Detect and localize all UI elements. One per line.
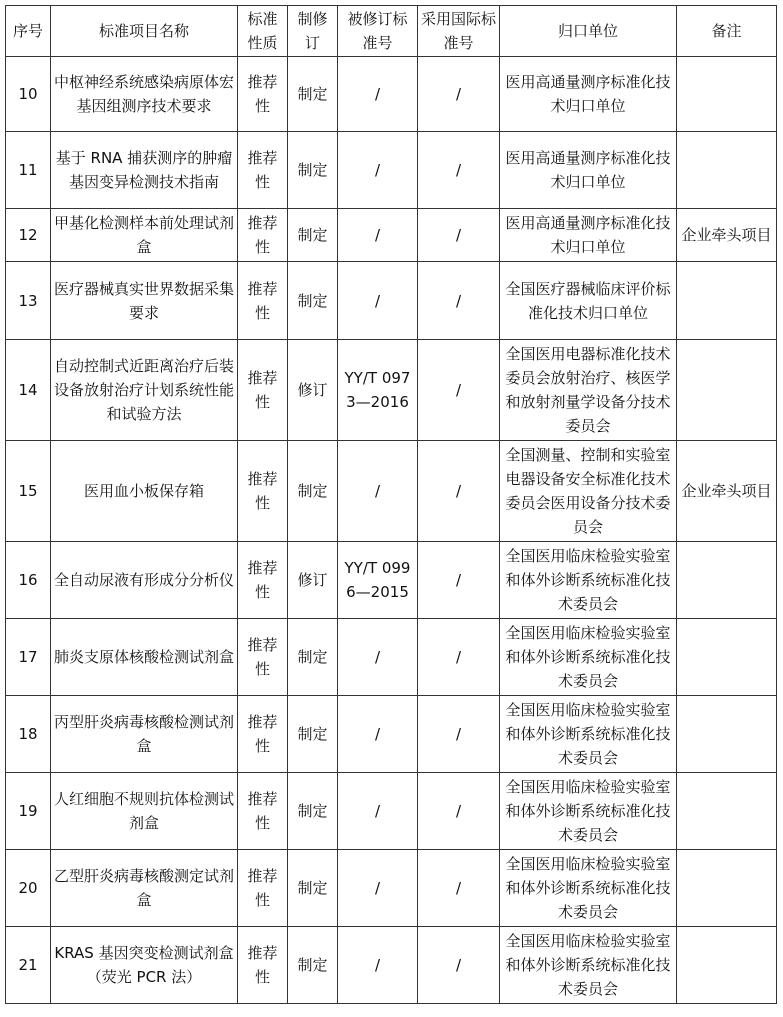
cell-no: 10 [6, 57, 51, 132]
cell-intl: / [418, 619, 500, 696]
table-row [6, 619, 777, 696]
cell-intl: / [418, 132, 500, 209]
cell-intl: / [418, 209, 500, 262]
cell-intl: / [418, 340, 500, 441]
cell-no: 13 [6, 262, 51, 340]
cell-no: 15 [6, 441, 51, 542]
cell-nature: 推荐性 [238, 132, 288, 209]
cell-name: 人红细胞不规则抗体检测试剂盒 [51, 773, 238, 850]
cell-unit: 全国测量、控制和实验室电器设备安全标准化技术委员会医用设备分技术委员会 [500, 441, 677, 542]
cell-note: 企业牵头项目 [677, 441, 777, 542]
cell-note [677, 696, 777, 773]
cell-nature: 推荐性 [238, 262, 288, 340]
table-row [6, 542, 777, 619]
cell-revised: / [338, 262, 418, 340]
header-nature: 标准性质 [238, 6, 288, 57]
table-row [6, 209, 777, 262]
cell-note: 企业牵头项目 [677, 209, 777, 262]
cell-unit: 全国医用临床检验实验室和体外诊断系统标准化技术委员会 [500, 773, 677, 850]
cell-name: 全自动尿液有形成分分析仪 [51, 542, 238, 619]
cell-note [677, 262, 777, 340]
cell-name: 甲基化检测样本前处理试剂盒 [51, 209, 238, 262]
cell-type: 制定 [288, 132, 338, 209]
cell-no: 14 [6, 340, 51, 441]
cell-intl: / [418, 927, 500, 1004]
cell-no: 20 [6, 850, 51, 927]
table-row [6, 132, 777, 209]
table-row [6, 773, 777, 850]
header-unit: 归口单位 [500, 6, 677, 57]
cell-type: 制定 [288, 441, 338, 542]
cell-name: 丙型肝炎病毒核酸检测试剂盒 [51, 696, 238, 773]
cell-intl: / [418, 262, 500, 340]
cell-type: 制定 [288, 773, 338, 850]
table-row [6, 57, 777, 132]
cell-note [677, 927, 777, 1004]
cell-unit: 全国医疗器械临床评价标准化技术归口单位 [500, 262, 677, 340]
cell-type: 修订 [288, 542, 338, 619]
cell-name: 医用血小板保存箱 [51, 441, 238, 542]
cell-name: 中枢神经系统感染病原体宏基因组测序技术要求 [51, 57, 238, 132]
standards-table [5, 5, 777, 1004]
cell-revised: / [338, 773, 418, 850]
cell-no: 11 [6, 132, 51, 209]
cell-intl: / [418, 773, 500, 850]
cell-revised: / [338, 209, 418, 262]
cell-no: 18 [6, 696, 51, 773]
cell-type: 制定 [288, 209, 338, 262]
cell-note [677, 619, 777, 696]
header-type: 制修订 [288, 6, 338, 57]
cell-intl: / [418, 696, 500, 773]
header-intl: 采用国际标准号 [418, 6, 500, 57]
cell-revised: / [338, 927, 418, 1004]
cell-type: 制定 [288, 57, 338, 132]
cell-type: 修订 [288, 340, 338, 441]
cell-name: 自动控制式近距离治疗后装设备放射治疗计划系统性能和试验方法 [51, 340, 238, 441]
cell-no: 12 [6, 209, 51, 262]
cell-nature: 推荐性 [238, 619, 288, 696]
header-name: 标准项目名称 [51, 6, 238, 57]
cell-intl: / [418, 441, 500, 542]
cell-name: 肺炎支原体核酸检测试剂盒 [51, 619, 238, 696]
cell-nature: 推荐性 [238, 57, 288, 132]
cell-revised: / [338, 696, 418, 773]
cell-unit: 全国医用临床检验实验室和体外诊断系统标准化技术委员会 [500, 619, 677, 696]
cell-revised: / [338, 132, 418, 209]
cell-type: 制定 [288, 262, 338, 340]
table-row [6, 262, 777, 340]
cell-intl: / [418, 57, 500, 132]
cell-note [677, 57, 777, 132]
cell-revised: / [338, 441, 418, 542]
cell-note [677, 850, 777, 927]
table-row [6, 340, 777, 441]
cell-nature: 推荐性 [238, 542, 288, 619]
cell-nature: 推荐性 [238, 209, 288, 262]
table-row [6, 441, 777, 542]
cell-name: 乙型肝炎病毒核酸测定试剂盒 [51, 850, 238, 927]
cell-name: 基于 RNA 捕获测序的肿瘤基因变异检测技术指南 [51, 132, 238, 209]
cell-type: 制定 [288, 696, 338, 773]
header-no: 序号 [6, 6, 51, 57]
cell-note [677, 340, 777, 441]
table-row [6, 927, 777, 1004]
table-row [6, 850, 777, 927]
cell-intl: / [418, 850, 500, 927]
header-note: 备注 [677, 6, 777, 57]
cell-note [677, 542, 777, 619]
cell-no: 17 [6, 619, 51, 696]
cell-name: KRAS 基因突变检测试剂盒（荧光 PCR 法） [51, 927, 238, 1004]
cell-revised: / [338, 850, 418, 927]
cell-unit: 全国医用临床检验实验室和体外诊断系统标准化技术委员会 [500, 927, 677, 1004]
table-row [6, 696, 777, 773]
cell-nature: 推荐性 [238, 696, 288, 773]
cell-unit: 医用高通量测序标准化技术归口单位 [500, 132, 677, 209]
cell-unit: 全国医用临床检验实验室和体外诊断系统标准化技术委员会 [500, 850, 677, 927]
cell-nature: 推荐性 [238, 850, 288, 927]
cell-note [677, 132, 777, 209]
header-row [6, 6, 777, 57]
cell-unit: 医用高通量测序标准化技术归口单位 [500, 209, 677, 262]
cell-name: 医疗器械真实世界数据采集要求 [51, 262, 238, 340]
cell-unit: 全国医用临床检验实验室和体外诊断系统标准化技术委员会 [500, 696, 677, 773]
cell-no: 21 [6, 927, 51, 1004]
header-revised: 被修订标准号 [338, 6, 418, 57]
cell-revised: YY/T 0973—2016 [338, 340, 418, 441]
cell-unit: 全国医用电器标准化技术委员会放射治疗、核医学和放射剂量学设备分技术委员会 [500, 340, 677, 441]
cell-revised: / [338, 57, 418, 132]
cell-no: 19 [6, 773, 51, 850]
cell-unit: 全国医用临床检验实验室和体外诊断系统标准化技术委员会 [500, 542, 677, 619]
cell-no: 16 [6, 542, 51, 619]
cell-intl: / [418, 542, 500, 619]
cell-unit: 医用高通量测序标准化技术归口单位 [500, 57, 677, 132]
cell-revised: / [338, 619, 418, 696]
cell-type: 制定 [288, 619, 338, 696]
cell-type: 制定 [288, 850, 338, 927]
cell-type: 制定 [288, 927, 338, 1004]
cell-revised: YY/T 0996—2015 [338, 542, 418, 619]
cell-nature: 推荐性 [238, 773, 288, 850]
cell-note [677, 773, 777, 850]
cell-nature: 推荐性 [238, 927, 288, 1004]
cell-nature: 推荐性 [238, 441, 288, 542]
cell-nature: 推荐性 [238, 340, 288, 441]
